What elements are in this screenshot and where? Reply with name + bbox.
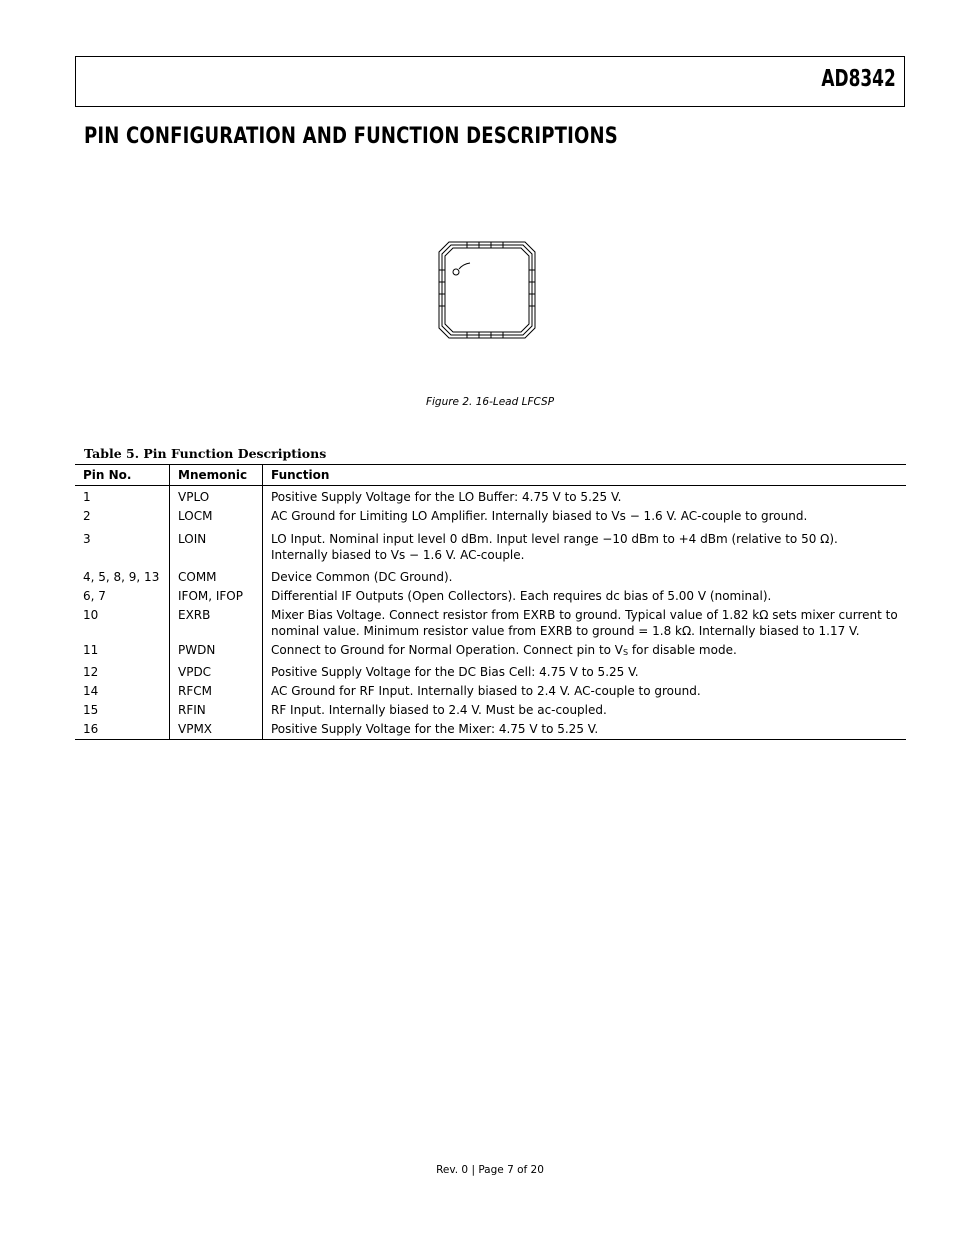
pin-function: Device Common (DC Ground). [271,570,453,584]
pin-mnemonic: EXRB [170,606,263,641]
pin-number: 12 [75,663,170,682]
table-row [75,663,906,682]
pin-function-text: Connect to Ground for Normal Operation. Connect pin to V [271,643,624,657]
table-row [75,606,906,641]
pin-number: 2 [75,507,170,526]
table-title: Table 5. Pin Function Descriptions [84,446,327,461]
table-row [75,720,906,740]
pin-mnemonic: LOIN [170,526,263,565]
pin-mnemonic: RFIN [170,701,263,720]
pin-number: 3 [75,526,170,565]
pin-number: 14 [75,682,170,701]
pin-mnemonic: VPDC [170,663,263,682]
pin-function: LO Input. Nominal input level 0 dBm. Input level range −10 dBm to +4 dBm (relative to 50 Ω). Internally biased to Vs − 1.6 V. AC-couple. [271,531,838,562]
pin-mnemonic: VPMX [170,720,263,740]
table-row [75,587,906,606]
pin-number: 11 [75,641,170,663]
column-header-function: Function [263,465,907,486]
pin-function: Mixer Bias Voltage. Connect resistor from EXRB to ground. Typical value of 1.82 kΩ sets mixer current to nominal value. Minimum resistor value from EXRB to ground = 1.8 kΩ. Internally biased to 1.17 V. [271,608,898,638]
pin-number: 1 [75,486,170,507]
pin-function: AC Ground for Limiting LO Amplifier. Internally biased to Vs − 1.6 V. AC-couple to ground. [271,509,808,523]
page-footer: Rev. 0 | Page 7 of 20 [436,1164,544,1176]
subscript: S [623,648,629,657]
pin-mnemonic: IFOM, IFOP [170,587,263,606]
pin-mnemonic: COMM [170,564,263,587]
pin-number: 15 [75,701,170,720]
part-number: AD8342 [821,66,896,92]
column-header-mnemonic: Mnemonic [170,465,263,486]
table-row [75,564,906,587]
pin-number: 6, 7 [75,587,170,606]
pin-function [263,641,907,663]
pin-mnemonic: LOCM [170,507,263,526]
table-row [75,682,906,701]
section-title: PIN CONFIGURATION AND FUNCTION DESCRIPTIONS [84,124,618,149]
pin-function-text: for disable mode. [628,643,737,657]
pin-mnemonic: VPLO [170,486,263,507]
pin-function: Positive Supply Voltage for the LO Buffer: 4.75 V to 5.25 V. [271,490,622,504]
pin-function-table [75,464,906,740]
pin-function: Positive Supply Voltage for the Mixer: 4.75 V to 5.25 V. [263,720,907,740]
pin-mnemonic: RFCM [170,682,263,701]
table-row [75,486,906,507]
pin-function: Positive Supply Voltage for the DC Bias Cell: 4.75 V to 5.25 V. [271,665,639,679]
pin-number: 10 [75,606,170,641]
pin-number: 4, 5, 8, 9, 13 [75,564,170,587]
figure-caption: Figure 2. 16-Lead LFCSP [425,396,555,408]
pin-function: AC Ground for RF Input. Internally biased to 2.4 V. AC-couple to ground. [271,684,701,698]
table-row [75,641,906,663]
pin-number: 16 [75,720,170,740]
pin-function: Differential IF Outputs (Open Collectors). Each requires dc bias of 5.00 V (nominal). [271,589,772,603]
header-box [75,56,905,107]
lfcsp-package-icon [437,240,537,340]
column-header-pin: Pin No. [75,465,170,486]
table-row [75,701,906,720]
table-row [75,507,906,526]
pin-mnemonic: PWDN [170,641,263,663]
pin-function: RF Input. Internally biased to 2.4 V. Must be ac-coupled. [271,703,607,717]
table-row [75,526,906,565]
